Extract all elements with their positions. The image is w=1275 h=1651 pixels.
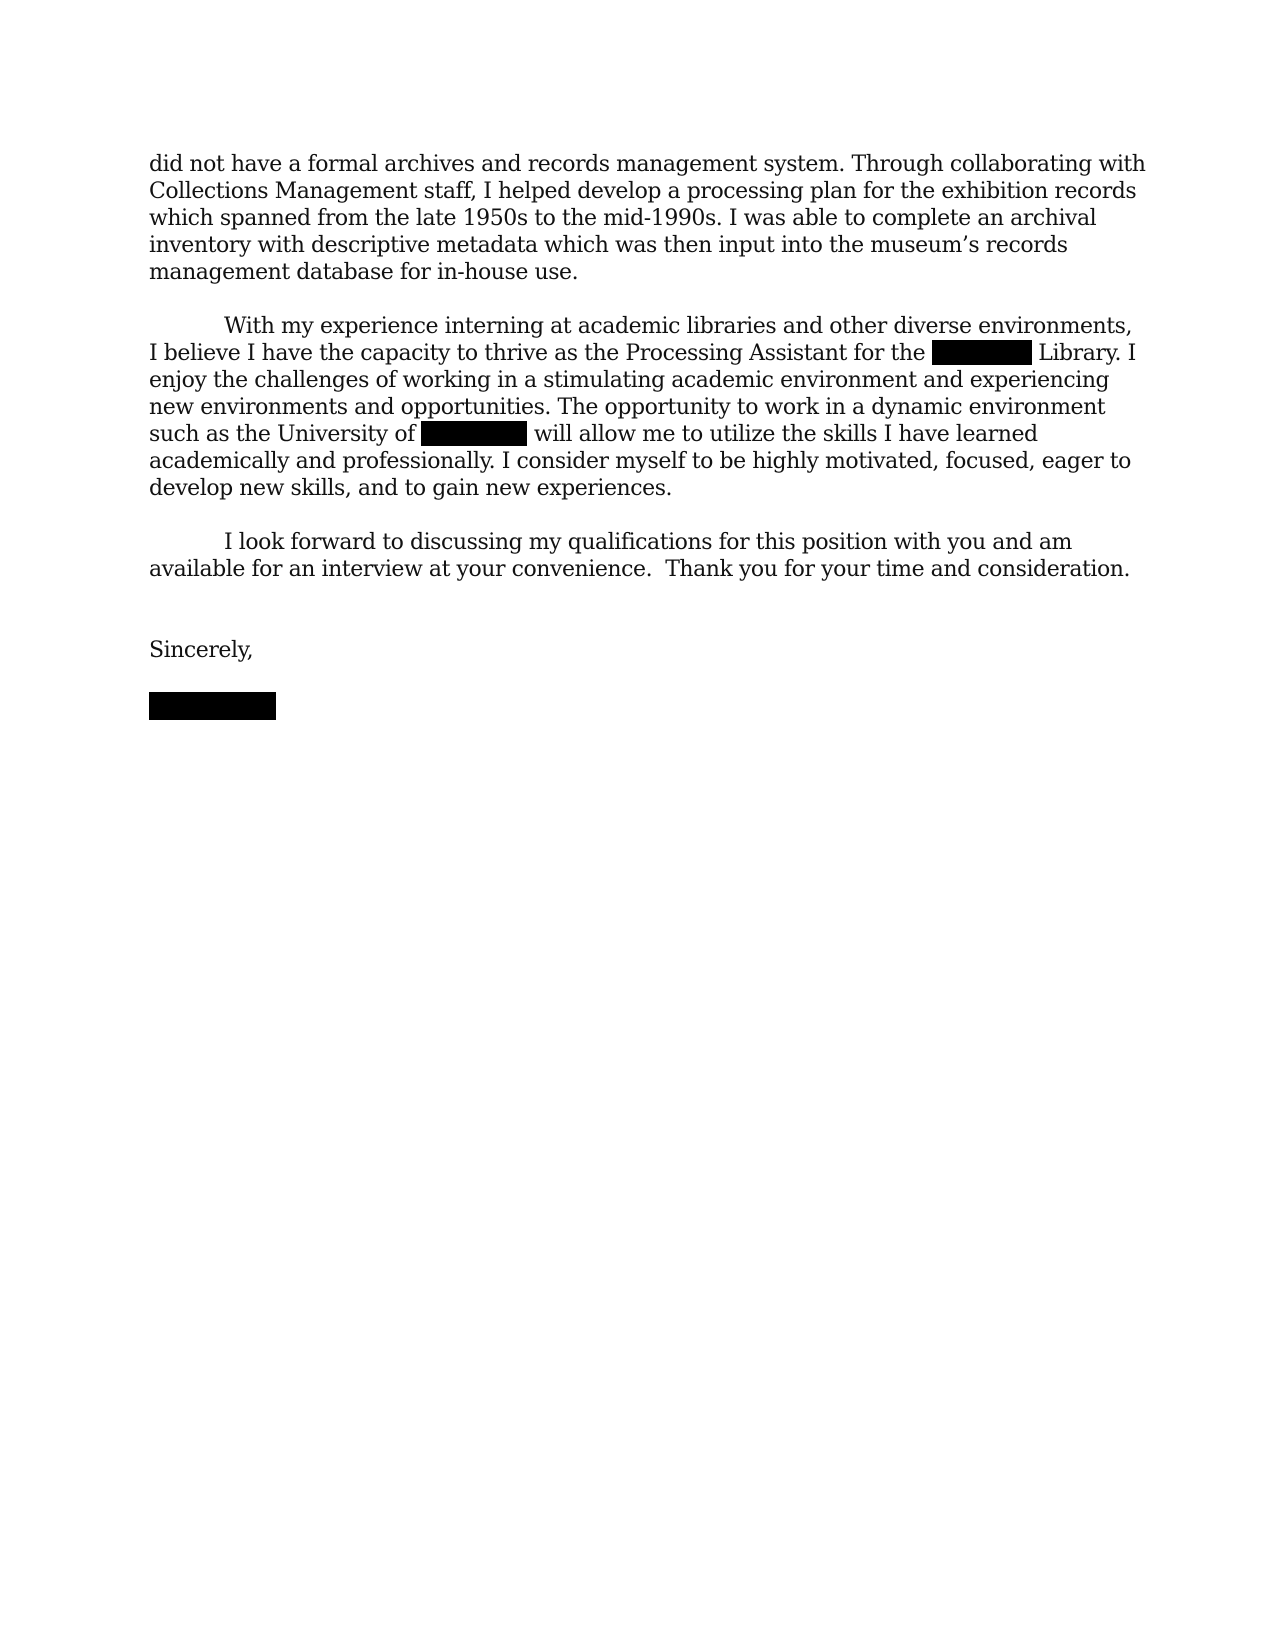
redaction-signature-name [149,692,276,720]
paragraph-2-line-2-text-a: I believe I have the capacity to thrive as the Processing Assistant for the [149,341,932,366]
paragraph-3-line-1: I look forward to discussing my qualifications for this position with you and am [224,530,1072,555]
paragraph-2-line-5 [149,421,1038,448]
redaction-library-name [932,340,1032,365]
paragraph-1-line-3: which spanned from the late 1950s to the mid-1990s. I was able to complete an archival [149,206,1097,231]
redaction-university-name [421,421,527,446]
paragraph-3-line-2: available for an interview at your convenience. Thank you for your time and consideration. [149,557,1131,582]
paragraph-2-line-7: develop new skills, and to gain new experiences. [149,476,673,501]
paragraph-2-line-5-text-a: such as the University of [149,422,422,447]
paragraph-1-line-5: management database for in-house use. [149,260,579,285]
paragraph-2-line-2 [149,340,1136,367]
paragraph-2-line-3: enjoy the challenges of working in a stimulating academic environment and experiencing [149,368,1110,393]
closing-salutation: Sincerely, [149,638,254,663]
paragraph-1-line-1: did not have a formal archives and records management system. Through collaborating with [149,152,1146,177]
paragraph-1-line-4: inventory with descriptive metadata which was then input into the museum’s records [149,233,1068,258]
paragraph-2-line-5-text-b: will allow me to utilize the skills I have learned [527,422,1038,447]
paragraph-2-line-4: new environments and opportunities. The opportunity to work in a dynamic environment [149,395,1106,420]
paragraph-1-line-2: Collections Management staff, I helped develop a processing plan for the exhibition records [149,179,1137,204]
paragraph-2-line-6: academically and professionally. I consider myself to be highly motivated, focused, eager to [149,449,1131,474]
paragraph-2-line-1: With my experience interning at academic libraries and other diverse environments, [224,314,1133,339]
paragraph-2-line-2-text-b: Library. I [1031,341,1136,366]
